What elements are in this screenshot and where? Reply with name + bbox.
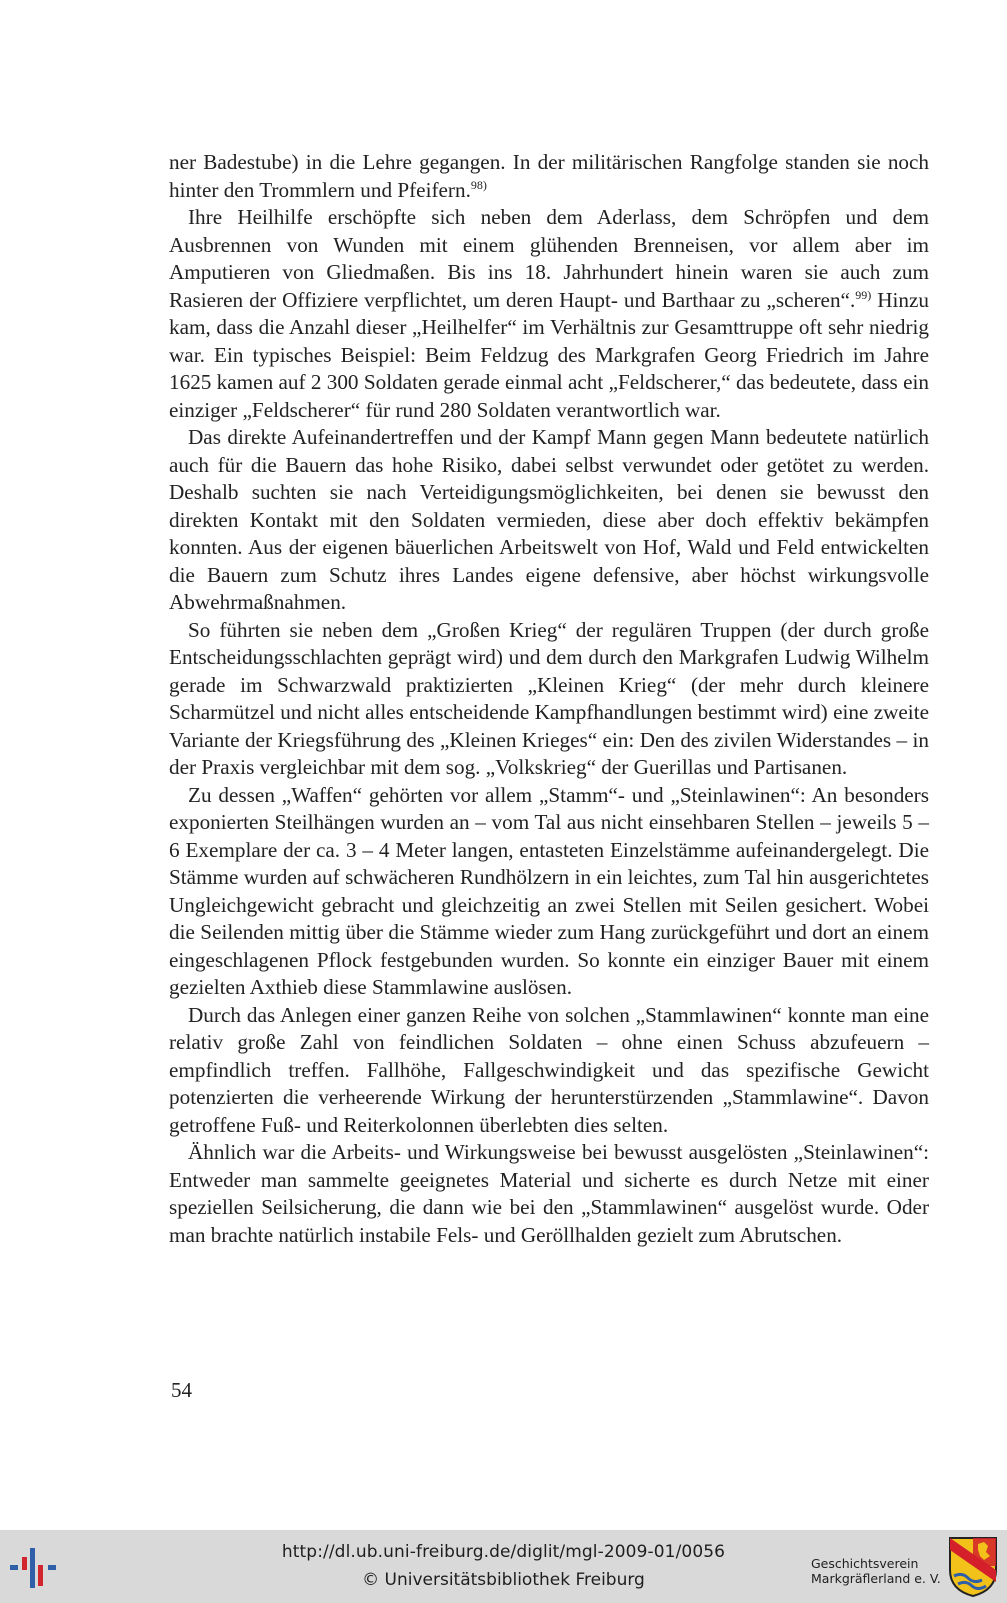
body-text [169, 149, 929, 1249]
page-number: 54 [171, 1378, 192, 1402]
society-name-line-1: Geschichtsverein [811, 1556, 919, 1571]
coat-of-arms-icon [948, 1536, 998, 1598]
paragraph-1: ner Badestube) in die Lehre gegangen. In der militärischen Rangfolge standen sie noch hinter den Trommlern und Pfeifern.$^{98)}$ [169, 150, 929, 202]
paragraph-5: Zu dessen „Waffen“ gehörten vor allem „Stamm“- und „Steinlawinen“: An besonders exponierten Steilhängen wurden an – vom Tal aus nicht einsehbaren Stellen – jeweils 5 – 6 Exemplare der ca. 3 – 4 Meter langen, entasteten Einzelstämme aufeinandergelegt. Die Stämme wurden auf schwächeren Rundhölzern in ein leichtes, zum Tal hin ausgerichtetes Ungleichgewicht gebracht und gleichzeitig an zwei Stellen mit Seilen gesichert. Wobei die Seilenden mittig über die Stämme wieder zum Hang zurückgeführt und dort an einem eingeschlagenen Pflock festgebunden wurden. So konnte ein einziger Bauer mit einem gezielten Axthieb diese Stammlawine auslösen. [169, 782, 929, 999]
source-url-link[interactable]: http://dl.ub.uni-freiburg.de/diglit/mgl-2009-01/0056 [281, 1542, 726, 1562]
footer-bar [0, 1530, 1007, 1603]
paragraph-2: Ihre Heilhilfe erschöpfte sich neben dem Aderlass, dem Schröpfen und dem Ausbrennen von Wunden mit einem glühenden Brenneisen, vor allem aber im Amputieren von Gliedmaßen. Bis ins 18. Jahrhundert hinein waren sie auch zum Rasieren der Offiziere verpflichtet, um deren Haupt- und Barthaar zu „scheren“.$^{99)}$ Hinzu kam, dass die Anzahl dieser „Heilhelfer“ im Verhältnis zur Gesamttruppe oft sehr niedrig war. Ein typisches Beispiel: Beim Feldzug des Markgrafen Georg Friedrich im Jahre 1625 kamen auf 2 300 Soldaten gerade einmal acht „Feldscherer,“ das bedeutete, dass ein einziger „Feldscherer“ für rund 280 Soldaten verantwortlich war. [169, 205, 929, 422]
paragraph-4: So führten sie neben dem „Großen Krieg“ der regulären Truppen (der durch große Entscheidungsschlachten geprägt wird) und dem durch den Markgrafen Ludwig Wilhelm gerade im Schwarzwald praktizierten „Kleinen Krieg“ (der mehr durch kleinere Scharmützel und nicht alles entscheidende Kampfhandlungen bestimmt wird) eine zweite Variante der Kriegsführung des „Kleinen Krieges“ ein: Den des zivilen Widerstandes – in der Praxis vergleichbar mit dem sog. „Volkskrieg“ der Guerillas und Partisanen. [169, 617, 929, 779]
footnote-ref-98: 98) [470, 177, 487, 192]
copyright-text: © Universitätsbibliothek Freiburg [362, 1570, 645, 1590]
paragraph-6: Durch das Anlegen einer ganzen Reihe von solchen „Stammlawinen“ konnte man eine relativ große Zahl von feindlichen Soldaten – ohne einen Schuss abzufeuern – empfindlich treffen. Fallhöhe, Fallgeschwindigkeit und das spezifische Gewicht potenzierten die verheerende Wirkung der herunterstürzenden „Stammlawine“. Davon getroffene Fuß- und Reiterkolonnen überlebten dies selten. [169, 1002, 929, 1137]
paragraph-3: Das direkte Aufeinandertreffen und der Kampf Mann gegen Mann bedeutete natürlich auch für die Bauern das hohe Risiko, dabei selbst verwundet oder getötet zu werden. Deshalb suchten sie nach Verteidigungsmöglichkeiten, bei denen sie bewusst den direkten Kontakt mit den Soldaten vermieden, diese aber doch effektiv bekämpfen konnten. Aus der eigenen bäuerlichen Arbeitswelt von Hof, Wald und Feld entwickelten die Bauern zum Schutz ihres Landes eigene defensive, aber höchst wirkungsvolle Abwehrmaßnahmen. [169, 425, 929, 614]
footnote-ref-99: 99) [855, 287, 872, 302]
society-name-line-2: Markgräflerland e. V. [811, 1571, 941, 1586]
paragraph-7: Ähnlich war die Arbeits- und Wirkungsweise bei bewusst ausgelösten „Steinlawinen“: Entweder man sammelte geeignetes Material und sicherte es durch Netze mit einer speziellen Seilsicherung, die dann wie bei den „Stammlawinen“ ausgelöst wurde. Oder man brachte natürlich instabile Fels- und Geröllhalden gezielt zum Abrutschen. [169, 1140, 929, 1247]
society-name [811, 1556, 941, 1586]
